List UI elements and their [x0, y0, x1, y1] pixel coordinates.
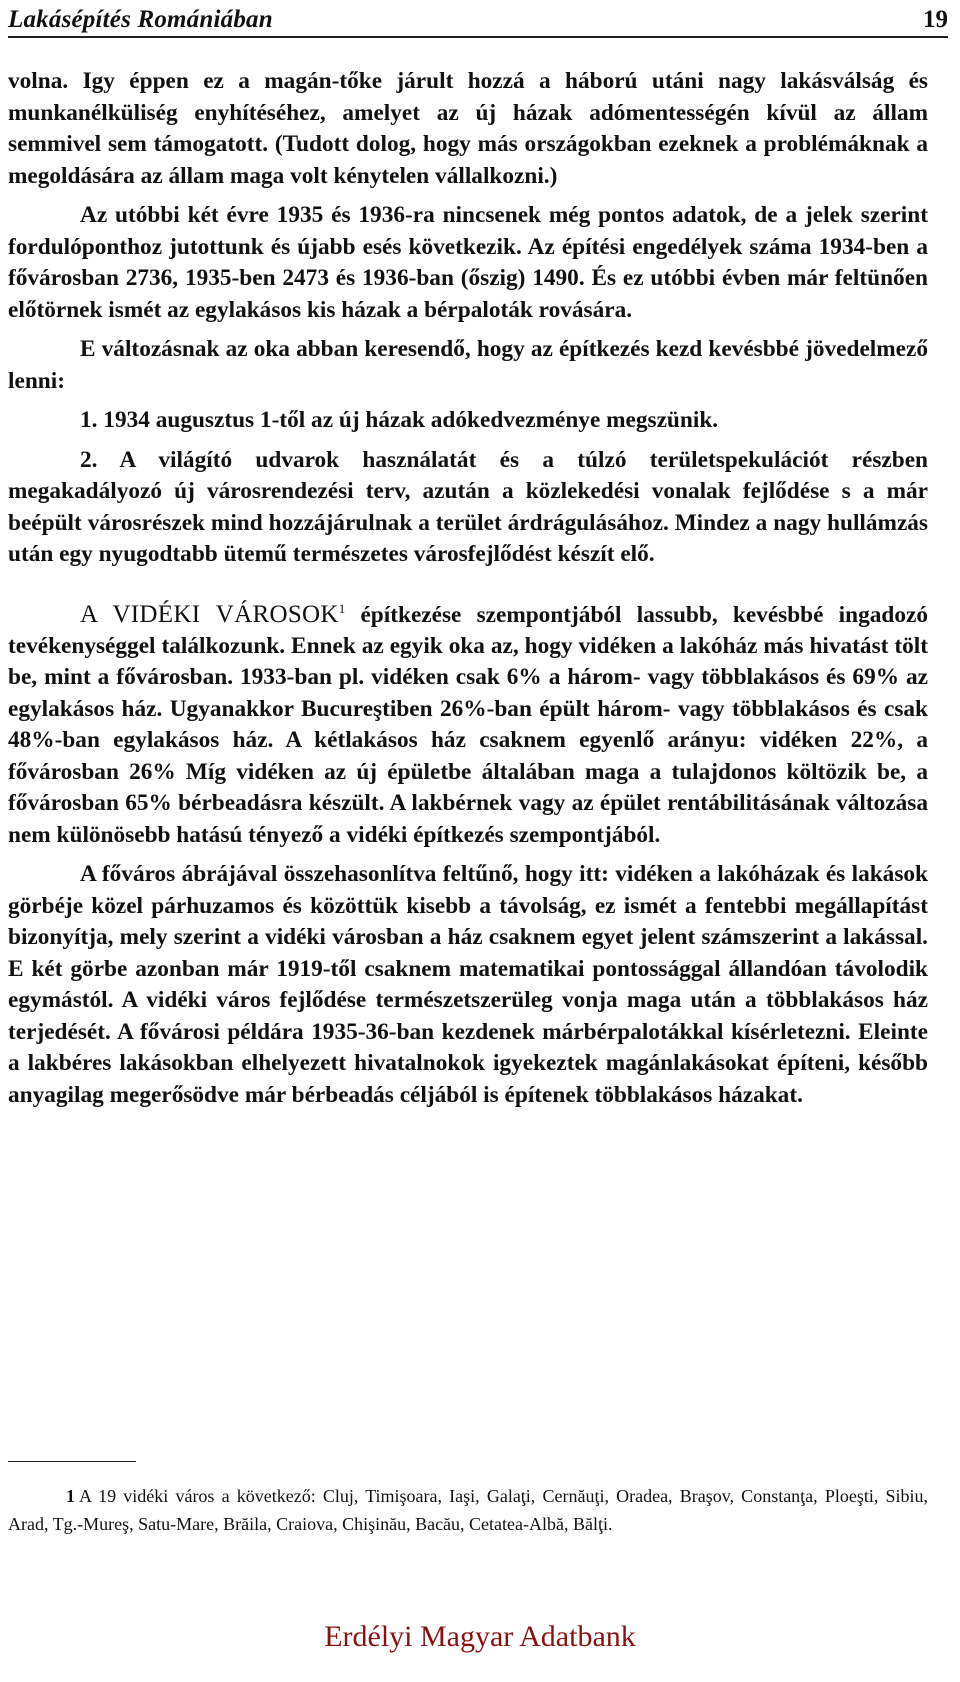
footnote-mark: 1	[66, 1486, 75, 1506]
paragraph-6-text: építkezése szempontjából lassubb, kevésbbé ingadozó tevékenységgel találkozunk. Ennek az egyik oka az, hogy vidéken a lakóház más hivatást tölt be, mint a fővárosban. 1933-ban pl. vidéken csak 6% a három- vagy többlakásos és 69% az egylakásos ház. Ugyanakkor Bucureştiben 26%-ban épült három- vagy többlakásos és csak 48%-ban egylakásos ház. A kétlakásos ház csaknem egyenlő arányu: vidéken 22%, a fővárosban 26% Míg vidéken az új épületbe általában maga a tulajdonos költözik be, a fővárosban 65% bérbeadásra készült. A lakbérnek vagy az épület rentábilitásának változása nem különösebb hatású tényező a vidéki építkezés szempontjából.	[8, 601, 928, 848]
section-heading: A VIDÉKI VÁROSOK	[80, 600, 339, 628]
body-text	[8, 66, 928, 1111]
page-number: 19	[923, 6, 948, 33]
footnote-rule	[8, 1461, 136, 1462]
paragraph-1: volna. Igy éppen ez a magán-tőke járult hozzá a háború utáni nagy lakásválság és munkanélküliség enyhítéséhez, amelyet az új házak adómentességén kívül az állam semmivel sem támogatott. (Tudott dolog, hogy más országokban ezeknek a problémáknak a megoldására az állam maga volt kénytelen vállalkozni.)	[8, 68, 928, 189]
paragraph-6	[8, 593, 928, 852]
footnote	[8, 1482, 928, 1538]
paragraph-2: Az utóbbi két évre 1935 és 1936-ra nincsenek még pontos adatok, de a jelek szerint fordulóponthoz jutottunk és újabb esés következik. Az építési engedélyek száma 1934-ben a fővárosban 2736, 1935-ben 2473 és 1936-ban (őszig) 1490. És ez utóbbi évben már feltünően előtörnek ismét az egylakásos kis házak a bérpaloták rovására.	[8, 202, 928, 323]
paragraph-3: E változásnak az oka abban keresendő, hogy az építkezés kezd kevésbbé jövedelmező lenni:	[8, 336, 928, 394]
paragraph-4: 1. 1934 augusztus 1-től az új házak adókedvezménye megszünik.	[80, 407, 719, 433]
running-title: Lakásépítés Romániában	[8, 6, 273, 33]
header-rule	[8, 36, 948, 38]
footnote-text: A 19 vidéki város a következő: Cluj, Timişoara, Iaşi, Galaţi, Cernăuţi, Oradea, Braşov, Constanţa, Ploeşti, Sibiu, Arad, Tg.-Mureş, Satu-Mare, Brăila, Craiova, Chişinău, Bacău, Cetatea-Albă, Bălţi.	[8, 1486, 928, 1534]
paragraph-5: 2. A világító udvarok használatát és a túlzó területspekulációt részben megakadályozó új városrendezési terv, azután a közlekedési vonalak fejlődése s a már beépült városrészek mind hozzájárulnak a terület árdrágulásához. Mindez a nagy hullámzás után egy nyugodtabb ütemű természetes városfejlődést készít elő.	[8, 446, 928, 567]
page-header	[8, 6, 948, 40]
footnote-reference: 1	[338, 600, 346, 616]
paragraph-7: A főváros ábrájával összehasonlítva feltűnő, hogy itt: vidéken a lakóházak és lakások görbéje közel párhuzamos és közöttük kisebb a távolság, ez ismét a fentebbi megállapítást bizonyítja, mely szerint a vidéki városban a ház csaknem egyet jelent számszerint a lakással. E két görbe azonban már 1919-től csaknem matematikai pontossággal állandóan távolodik egymástól. A vidéki város fejlődése természetszerüleg vonja maga után a többlakásos ház terjedését. A fővárosi példára 1935-36-ban kezdenek márbérpalotákkal kísérletezni. Eleinte a lakbéres lakásokban elhelyezett hivatalnokok igyekeztek magánlakásokat építeni, később anyagilag megerősödve már bérbeadás céljából is építenek többlakásos házakat.	[8, 861, 928, 1108]
watermark: Erdélyi Magyar Adatbank	[324, 1620, 636, 1653]
